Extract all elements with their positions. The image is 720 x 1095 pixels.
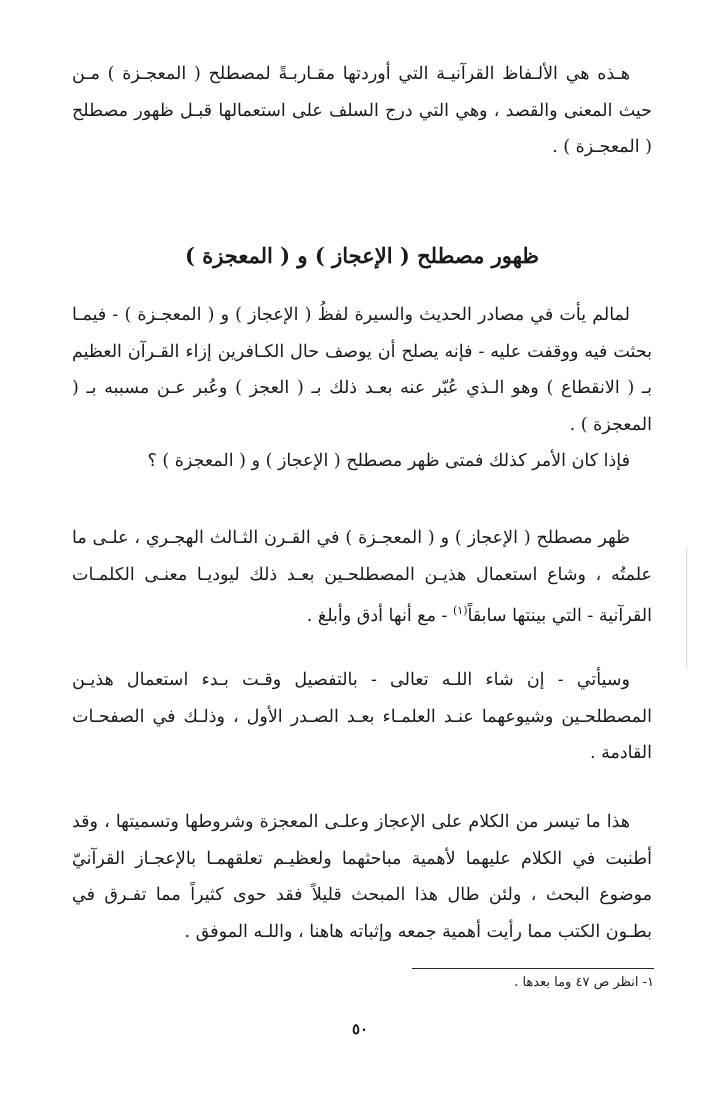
section-body-4 [72, 804, 652, 950]
section-heading: ظهور مصطلح ( الإعجاز ) و ( المعجزة ) [184, 243, 540, 268]
footnote-divider [412, 968, 654, 969]
paragraph-conclusion: هذا ما تيسر من الكلام على الإعجاز وعلـى المعجزة وشروطها وتسميتها ، وقد أطنبت في الكلام عليهما لأهمية مباحثهما ولعظيـم تعلقهمـا بالإعجـاز القرآنيّ موضوع البحث ، ولئن طال هذا المبحث قليلاً فقد حوى كثيراً مما تفـرق في بطـون الكتب مما رأيت أهمية جمعه وإثباته هاهنا ، واللـه الموفق . [72, 812, 652, 942]
paragraph-third-century-text: ظهر مصطلح ( الإعجاز ) و ( المعجـزة ) في القـرن الثـالث الهجـري ، علـى ما علمتُه ، وشاع استعمال هذيـن المصطلحـين بعـد ذلك ليوديـا معنـى الكلمـات القرآنية - التي بينتها سابقاً [72, 528, 652, 626]
paragraph-question: فإذا كان الأمر كذلك فمتى ظهر مصطلح ( الإعجاز ) و ( المعجزة ) ؟ [147, 451, 630, 471]
paragraph-details-later: وسيأتي - إن شاء اللـه تعالى - بالتفصيل وقـت بـدء استعمال هذيـن المصطلحـين وشيوعهما عنـد العلمـاء بعـد الصـدر الأول ، وذلـك في الصفحـات القادمة . [72, 670, 652, 763]
margin-line [686, 548, 687, 668]
footnote-text: ١- انظر ص ٤٧ وما بعدها . [514, 975, 654, 990]
intro-paragraph-block [72, 56, 652, 166]
section-body-3 [72, 662, 652, 772]
footnote-reference[interactable]: (١) [452, 604, 468, 617]
paragraph-third-century-end: - مع أنها أدق وأبلغ . [306, 605, 453, 626]
section-body-2 [72, 520, 652, 634]
paragraph-third-century [72, 520, 652, 634]
page-number: ٥٠ [351, 1020, 369, 1038]
paragraph-no-term-in-sources: لمالم يأت في مصادر الحديث والسيرة لفظُ ( الإعجاز ) و ( المعجـزة ) - فيمـا بحثت فيه ووقفت عليه - فإنه يصلح أن يوصف حال الكـافرين إزاء القـرآن العظيم بـ ( الانقطاع ) وهو الـذي عُبّر عنه بعـد ذلك بـ ( العجز ) وعُبر عـن مسببه بـ ( المعجزة ) . [72, 305, 652, 435]
section-body-1 [72, 297, 652, 480]
intro-paragraph: هـذه هي الألـفاظ القرآنيـة التي أوردتها مقـاربـةً لمصطلح ( المعجـزة ) مـن حيث المعنى والقصد ، وهي التي درج السلف على استعمالها قبـل ظهور مصطلح ( المعجـزة ) . [72, 64, 652, 157]
